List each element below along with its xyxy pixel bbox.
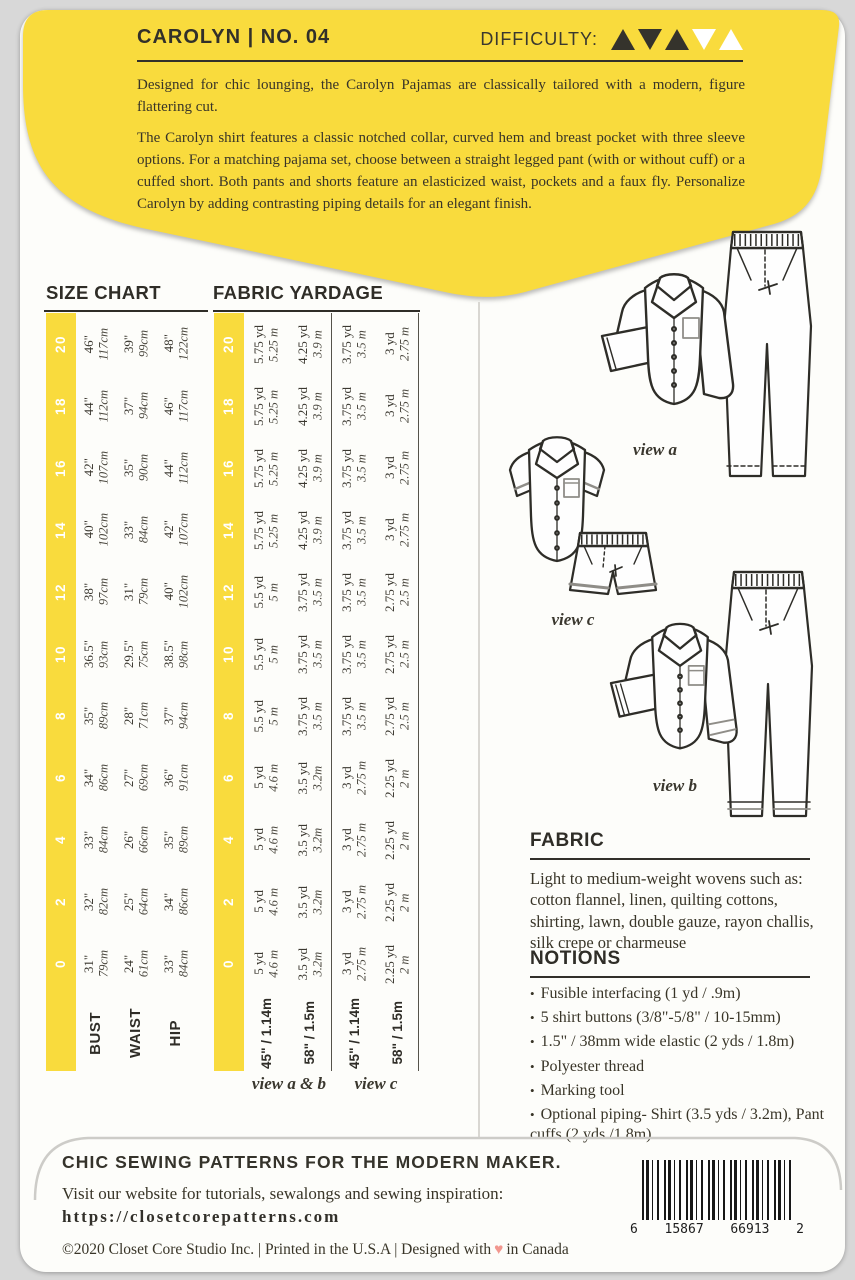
notions-item: • Marking tool	[530, 1081, 625, 1099]
yardage-value-cell: 5 yd 4.6 m	[251, 888, 281, 916]
yardage-size-cell: 18	[214, 375, 244, 437]
size-chart-value-cell: 25" 64cm	[120, 888, 151, 916]
yardage-value-cell: 4.25 yd 3.9 m	[294, 448, 325, 488]
size-chart-value-cell: 34" 86cm	[80, 764, 111, 792]
pattern-title: CAROLYN | NO. 04	[137, 26, 331, 48]
view-c-label: view c	[551, 610, 595, 629]
size-chart-value-cell: 46" 117cm	[80, 327, 111, 361]
shirt-view-b-illustration	[605, 616, 755, 779]
heart-icon: ♥	[494, 1241, 504, 1258]
bullet-icon: •	[530, 986, 535, 1001]
shirt-view-a-illustration	[596, 266, 752, 436]
header-divider	[137, 60, 743, 62]
yardage-value-cell: 5.5 yd 5 m	[251, 637, 281, 671]
yardage-value-cell: 2.75 yd 2.5 m	[377, 685, 419, 747]
pattern-envelope-back	[20, 10, 845, 1272]
shorts-view-c-illustration	[560, 530, 666, 608]
bullet-icon: •	[530, 1082, 535, 1098]
fabric-yardage-title: FABRIC YARDAGE	[213, 282, 384, 303]
yardage-value-cell: 3 yd 2.75 m	[377, 499, 419, 561]
size-chart-value-cell: 34" 86cm	[160, 888, 191, 916]
yardage-value-cell: 5.75 yd 5.25 m	[251, 510, 281, 550]
yardage-value-cell: 3.75 yd 3.5 m	[331, 685, 377, 747]
size-chart-value-cell: 35" 89cm	[80, 702, 111, 730]
size-chart-value-cell: 31" 79cm	[120, 578, 151, 606]
size-chart-value-cell: 27" 69cm	[120, 764, 151, 792]
notions-item: • Polyester thread	[530, 1057, 645, 1075]
difficulty-triangles	[608, 29, 743, 50]
difficulty-triangle-icon	[665, 29, 689, 50]
size-chart-value-cell: 38" 97cm	[80, 578, 111, 606]
description-paragraph-1: Designed for chic lounging, the Carolyn Pajamas are classically tailored with a modern, figure flattering cut.	[137, 77, 745, 116]
barcode	[630, 1160, 804, 1237]
size-chart-title: SIZE CHART	[46, 282, 161, 303]
fabric-section-text: Light to medium-weight wovens such as: cotton flannel, linen, quilting cottons, shirting, lawn, double gauze, rayon challis, silk crepe or charmeuse	[530, 869, 814, 953]
size-chart-value-cell: 33" 84cm	[80, 826, 111, 854]
yardage-value-cell: 3 yd 2.75 m	[377, 313, 419, 375]
yardage-value-cell: 5 yd 4.6 m	[251, 950, 281, 978]
bullet-icon: •	[530, 1058, 535, 1074]
yardage-size-cell: 10	[214, 623, 244, 685]
yardage-size-cell: 4	[214, 809, 244, 871]
size-chart-value-cell: 37" 94cm	[120, 392, 151, 420]
size-chart-value-cell: 24" 61cm	[120, 950, 151, 978]
size-chart-value-cell: 40" 102cm	[160, 575, 191, 609]
yardage-size-cell: 6	[214, 747, 244, 809]
yardage-value-cell: 3.75 yd 3.5 m	[331, 375, 377, 437]
size-chart-value-cell: 32" 82cm	[80, 888, 111, 916]
yardage-view-ab-label: view a & b	[251, 1074, 327, 1093]
notions-item: • 1.5" / 38mm wide elastic (2 yds / 1.8m)	[530, 1033, 795, 1051]
yardage-view-c-label: view c	[354, 1074, 398, 1093]
barcode-digit: 2	[796, 1222, 804, 1237]
yardage-value-cell: 3.5 yd 3.2m	[294, 947, 325, 981]
size-chart-table	[44, 310, 208, 1071]
size-chart-value-cell: 26" 66cm	[120, 826, 151, 854]
copyright-text-end: in Canada	[506, 1241, 569, 1258]
barcode-bars	[642, 1160, 792, 1220]
view-b-label: view b	[653, 776, 697, 795]
yardage-value-cell: 5.5 yd 5 m	[251, 575, 281, 609]
yardage-value-cell: 4.25 yd 3.9 m	[294, 510, 325, 550]
yardage-value-cell: 3.75 yd 3.5 m	[331, 437, 377, 499]
fabric-yardage-table	[213, 310, 420, 1071]
yardage-value-cell: 2.25 yd 2 m	[377, 933, 419, 995]
size-chart-value-cell: 31" 79cm	[80, 950, 111, 978]
yardage-value-cell: 3 yd 2.75 m	[331, 933, 377, 995]
size-chart-value-cell: 36.5" 93cm	[80, 639, 111, 669]
yardage-value-cell: 3 yd 2.75 m	[331, 747, 377, 809]
size-chart-value-cell: 48" 122cm	[160, 327, 191, 361]
yardage-value-cell: 3.75 yd 3.5 m	[331, 499, 377, 561]
measurement-label: WAIST	[127, 1008, 145, 1058]
difficulty-label: DIFFICULTY:	[480, 29, 598, 49]
yardage-value-cell: 3 yd 2.75 m	[331, 871, 377, 933]
description-paragraph-2: The Carolyn shirt features a classic notched collar, curved hem and breast pocket with three sleeve options. For a matching pajama set, choose between a straight legged pant (with or without cuff) or a cuffed short. Both pants and shorts feature an elasticized waist, pockets and a faux fly. Personalize Carolyn by adding contrasting piping details for an elegant finish.	[137, 130, 745, 213]
footer-tagline: CHIC SEWING PATTERNS FOR THE MODERN MAKER.	[62, 1152, 562, 1172]
size-chart-value-cell: 40" 102cm	[80, 513, 111, 547]
size-chart-value-cell: 42" 107cm	[80, 451, 111, 485]
view-a-label: view a	[633, 440, 677, 459]
size-chart-value-cell: 35" 90cm	[120, 454, 151, 482]
size-chart-size-cell: 12	[46, 561, 76, 623]
yardage-value-cell: 3.5 yd 3.2m	[294, 885, 325, 919]
size-chart-size-cell: 14	[46, 499, 76, 561]
size-chart-size-cell: 16	[46, 437, 76, 499]
difficulty-triangle-icon	[611, 29, 635, 50]
yardage-size-cell	[214, 995, 244, 1071]
fabric-width-label: 45" / 1.14m	[258, 997, 274, 1069]
barcode-digit: 66913	[730, 1222, 770, 1237]
footer-visit-line: Visit our website for tutorials, sewalongs and sewing inspiration:	[62, 1184, 504, 1203]
difficulty-triangle-icon	[638, 29, 662, 50]
barcode-digit: 6	[630, 1222, 638, 1237]
copyright-text: ©2020 Closet Core Studio Inc. | Printed in the U.S.A | Designed with	[62, 1241, 492, 1258]
yardage-value-cell: 3.75 yd 3.5 m	[294, 696, 325, 736]
size-chart-value-cell: 44" 112cm	[160, 451, 191, 485]
size-chart-size-cell: 20	[46, 313, 76, 375]
yardage-value-cell: 3.5 yd 3.2m	[294, 823, 325, 857]
yardage-size-cell: 2	[214, 871, 244, 933]
fabric-width-label: 45" / 1.14m	[331, 995, 377, 1071]
footer-copyright	[62, 1241, 569, 1259]
size-chart-value-cell: 46" 117cm	[160, 389, 191, 423]
measurement-label: BUST	[87, 1011, 105, 1055]
yardage-size-cell: 8	[214, 685, 244, 747]
size-chart-value-cell: 29.5" 75cm	[120, 639, 151, 669]
size-chart-size-cell: 4	[46, 809, 76, 871]
yardage-value-cell: 3.5 yd 3.2m	[294, 761, 325, 795]
yardage-value-cell: 2.25 yd 2 m	[377, 747, 419, 809]
size-chart-size-cell: 2	[46, 871, 76, 933]
yardage-value-cell: 3.75 yd 3.5 m	[331, 561, 377, 623]
yardage-value-cell: 5 yd 4.6 m	[251, 764, 281, 792]
yardage-value-cell: 3.75 yd 3.5 m	[294, 572, 325, 612]
size-chart-value-cell: 28" 71cm	[120, 702, 151, 730]
notions-list	[530, 984, 826, 1149]
size-chart-size-cell: 8	[46, 685, 76, 747]
difficulty-triangle-icon	[692, 29, 716, 50]
size-chart-value-cell: 38.5" 98cm	[160, 639, 191, 669]
yardage-size-cell: 16	[214, 437, 244, 499]
size-chart-size-cell: 0	[46, 933, 76, 995]
yardage-value-cell: 3.75 yd 3.5 m	[331, 623, 377, 685]
yardage-value-cell: 2.25 yd 2 m	[377, 809, 419, 871]
notions-item: • Optional piping- Shirt (3.5 yds / 3.2m), Pant cuffs (2 yds /1.8m)	[530, 1105, 825, 1143]
bullet-icon: •	[530, 1034, 535, 1050]
yardage-value-cell: 3.75 yd 3.5 m	[331, 313, 377, 375]
notions-item: • Fusible interfacing (1 yd / .9m)	[530, 985, 741, 1002]
yardage-value-cell: 4.25 yd 3.9 m	[294, 324, 325, 364]
yardage-value-cell: 2.75 yd 2.5 m	[377, 561, 419, 623]
size-chart-size-cell	[46, 995, 76, 1071]
size-chart-value-cell: 36" 91cm	[160, 764, 191, 792]
difficulty-rating	[480, 29, 743, 50]
fabric-width-label: 58" / 1.5m	[377, 995, 419, 1071]
yardage-value-cell: 3 yd 2.75 m	[331, 809, 377, 871]
yardage-value-cell: 3.75 yd 3.5 m	[294, 634, 325, 674]
size-chart-value-cell: 39" 99cm	[120, 330, 151, 358]
barcode-digit: 15867	[664, 1222, 704, 1237]
bullet-icon: •	[530, 1010, 535, 1026]
yardage-value-cell: 5.75 yd 5.25 m	[251, 386, 281, 426]
size-chart-value-cell: 35" 89cm	[160, 826, 191, 854]
bullet-icon: •	[530, 1106, 535, 1122]
yardage-value-cell: 5 yd 4.6 m	[251, 826, 281, 854]
yardage-value-cell: 5.5 yd 5 m	[251, 699, 281, 733]
fabric-section-title: FABRIC	[530, 830, 810, 860]
measurement-label: HIP	[167, 1019, 185, 1047]
size-chart-value-cell: 33" 84cm	[120, 516, 151, 544]
yardage-value-cell: 4.25 yd 3.9 m	[294, 386, 325, 426]
yardage-value-cell: 2.25 yd 2 m	[377, 871, 419, 933]
envelope-crease-line	[478, 302, 480, 1138]
size-chart-value-cell: 44" 112cm	[80, 389, 111, 423]
yardage-size-cell: 20	[214, 313, 244, 375]
notions-item: • 5 shirt buttons (3/8"-5/8" / 10-15mm)	[530, 1009, 781, 1027]
yardage-value-cell: 5.75 yd 5.25 m	[251, 324, 281, 364]
size-chart-size-cell: 10	[46, 623, 76, 685]
size-chart-size-cell: 6	[46, 747, 76, 809]
size-chart-value-cell: 33" 84cm	[160, 950, 191, 978]
size-chart-size-cell: 18	[46, 375, 76, 437]
barcode-digits	[630, 1222, 804, 1237]
size-chart-value-cell: 42" 107cm	[160, 513, 191, 547]
yardage-size-cell: 0	[214, 933, 244, 995]
yardage-value-cell: 3 yd 2.75 m	[377, 437, 419, 499]
yardage-size-cell: 14	[214, 499, 244, 561]
size-chart-value-cell: 37" 94cm	[160, 702, 191, 730]
fabric-width-label: 58" / 1.5m	[302, 1001, 318, 1065]
notions-section-title: NOTIONS	[530, 948, 810, 978]
yardage-value-cell: 5.75 yd 5.25 m	[251, 448, 281, 488]
footer-website-link[interactable]: https://closetcorepatterns.com	[62, 1207, 341, 1226]
difficulty-triangle-icon	[719, 29, 743, 50]
yardage-size-cell: 12	[214, 561, 244, 623]
yardage-value-cell: 3 yd 2.75 m	[377, 375, 419, 437]
yardage-value-cell: 2.75 yd 2.5 m	[377, 623, 419, 685]
